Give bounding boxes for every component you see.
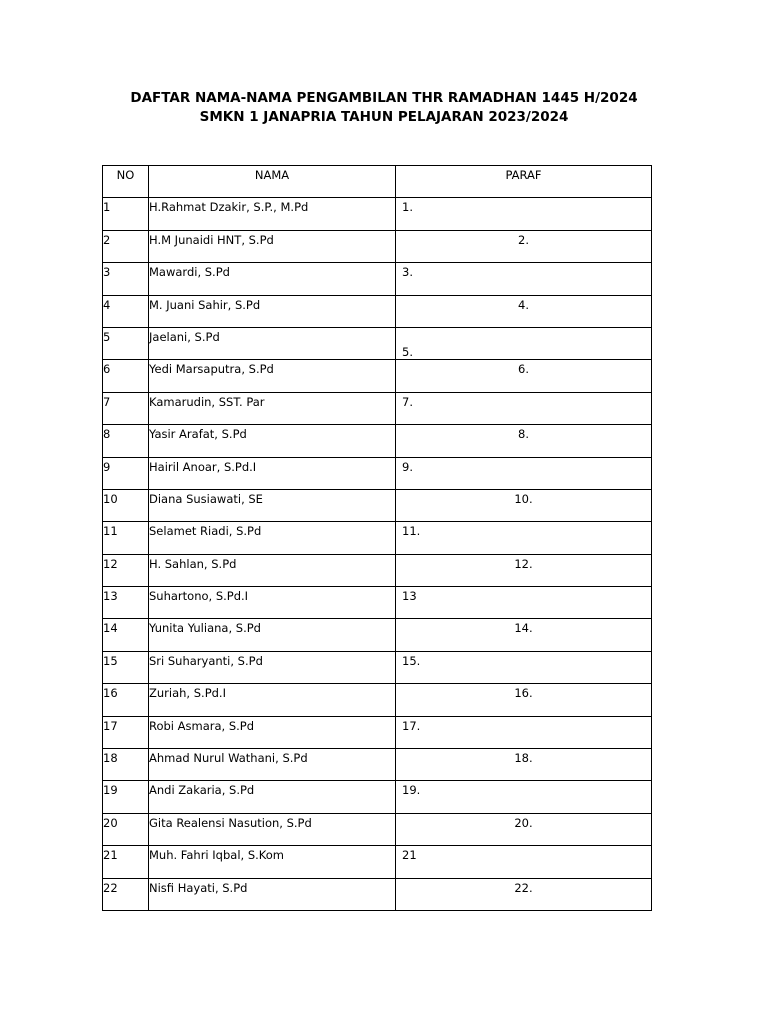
row-name: Yasir Arafat, S.Pd (149, 425, 396, 457)
table-row (103, 522, 652, 554)
row-name: Jaelani, S.Pd (149, 327, 396, 359)
table-row (103, 651, 652, 683)
row-signature: 12. (396, 554, 652, 586)
row-name: Kamarudin, SST. Par (149, 392, 396, 424)
row-signature: 17. (396, 716, 652, 748)
row-name: Mawardi, S.Pd (149, 263, 396, 295)
table-row (103, 425, 652, 457)
row-signature: 8. (396, 425, 652, 457)
row-number: 20 (103, 813, 149, 845)
table-row (103, 554, 652, 586)
row-signature: 2. (396, 230, 652, 262)
document-subtitle: SMKN 1 JANAPRIA TAHUN PELAJARAN 2023/2024 (199, 109, 569, 125)
row-number: 1 (103, 198, 149, 230)
table-row (103, 230, 652, 262)
row-name: Sri Suharyanti, S.Pd (149, 651, 396, 683)
row-name: Zuriah, S.Pd.I (149, 684, 396, 716)
column-header-nama: NAMA (149, 166, 396, 198)
row-number: 11 (103, 522, 149, 554)
row-signature: 22. (396, 878, 652, 910)
row-name: Selamet Riadi, S.Pd (149, 522, 396, 554)
table-row (103, 327, 652, 359)
column-header-no: NO (103, 166, 149, 198)
table-row (103, 846, 652, 878)
row-number: 3 (103, 263, 149, 295)
row-signature: 7. (396, 392, 652, 424)
row-name: Andi Zakaria, S.Pd (149, 781, 396, 813)
row-number: 5 (103, 327, 149, 359)
row-number: 8 (103, 425, 149, 457)
row-signature: 11. (396, 522, 652, 554)
row-number: 22 (103, 878, 149, 910)
row-signature: 18. (396, 749, 652, 781)
table-row (103, 813, 652, 845)
table-row (103, 749, 652, 781)
row-name: M. Juani Sahir, S.Pd (149, 295, 396, 327)
row-number: 12 (103, 554, 149, 586)
table-header-row (103, 166, 652, 198)
row-signature: 1. (396, 198, 652, 230)
row-number: 19 (103, 781, 149, 813)
row-signature: 13 (396, 587, 652, 619)
table-row (103, 457, 652, 489)
row-name: Hairil Anoar, S.Pd.I (149, 457, 396, 489)
row-signature: 20. (396, 813, 652, 845)
row-number: 16 (103, 684, 149, 716)
row-name: Robi Asmara, S.Pd (149, 716, 396, 748)
attendance-table (102, 165, 652, 911)
row-number: 6 (103, 360, 149, 392)
row-name: H.Rahmat Dzakir, S.P., M.Pd (149, 198, 396, 230)
row-signature: 6. (396, 360, 652, 392)
table-row (103, 781, 652, 813)
table-row (103, 878, 652, 910)
row-name: Muh. Fahri Iqbal, S.Kom (149, 846, 396, 878)
table-row (103, 392, 652, 424)
row-name: H. Sahlan, S.Pd (149, 554, 396, 586)
row-number: 4 (103, 295, 149, 327)
row-signature: 4. (396, 295, 652, 327)
column-header-paraf: PARAF (396, 166, 652, 198)
table-row (103, 619, 652, 651)
table-row (103, 587, 652, 619)
row-number: 18 (103, 749, 149, 781)
row-signature: 21 (396, 846, 652, 878)
row-name: Suhartono, S.Pd.I (149, 587, 396, 619)
table-row (103, 295, 652, 327)
row-name: Ahmad Nurul Wathani, S.Pd (149, 749, 396, 781)
row-name: Yedi Marsaputra, S.Pd (149, 360, 396, 392)
table-row (103, 489, 652, 521)
row-number: 10 (103, 489, 149, 521)
row-signature: 10. (396, 489, 652, 521)
row-number: 15 (103, 651, 149, 683)
table-row (103, 360, 652, 392)
row-number: 14 (103, 619, 149, 651)
table-row (103, 716, 652, 748)
row-signature: 16. (396, 684, 652, 716)
row-name: H.M Junaidi HNT, S.Pd (149, 230, 396, 262)
row-name: Gita Realensi Nasution, S.Pd (149, 813, 396, 845)
table-row (103, 263, 652, 295)
row-signature: 9. (396, 457, 652, 489)
row-signature: 5. (396, 327, 652, 359)
row-signature: 15. (396, 651, 652, 683)
row-number: 17 (103, 716, 149, 748)
row-name: Nisfi Hayati, S.Pd (149, 878, 396, 910)
table-row (103, 684, 652, 716)
document-title: DAFTAR NAMA-NAMA PENGAMBILAN THR RAMADHAN 1445 H/2024 (130, 90, 638, 106)
row-signature: 3. (396, 263, 652, 295)
row-signature: 19. (396, 781, 652, 813)
row-number: 2 (103, 230, 149, 262)
row-number: 7 (103, 392, 149, 424)
table-row (103, 198, 652, 230)
row-number: 13 (103, 587, 149, 619)
row-signature: 14. (396, 619, 652, 651)
row-name: Diana Susiawati, SE (149, 489, 396, 521)
row-number: 9 (103, 457, 149, 489)
row-name: Yunita Yuliana, S.Pd (149, 619, 396, 651)
row-number: 21 (103, 846, 149, 878)
